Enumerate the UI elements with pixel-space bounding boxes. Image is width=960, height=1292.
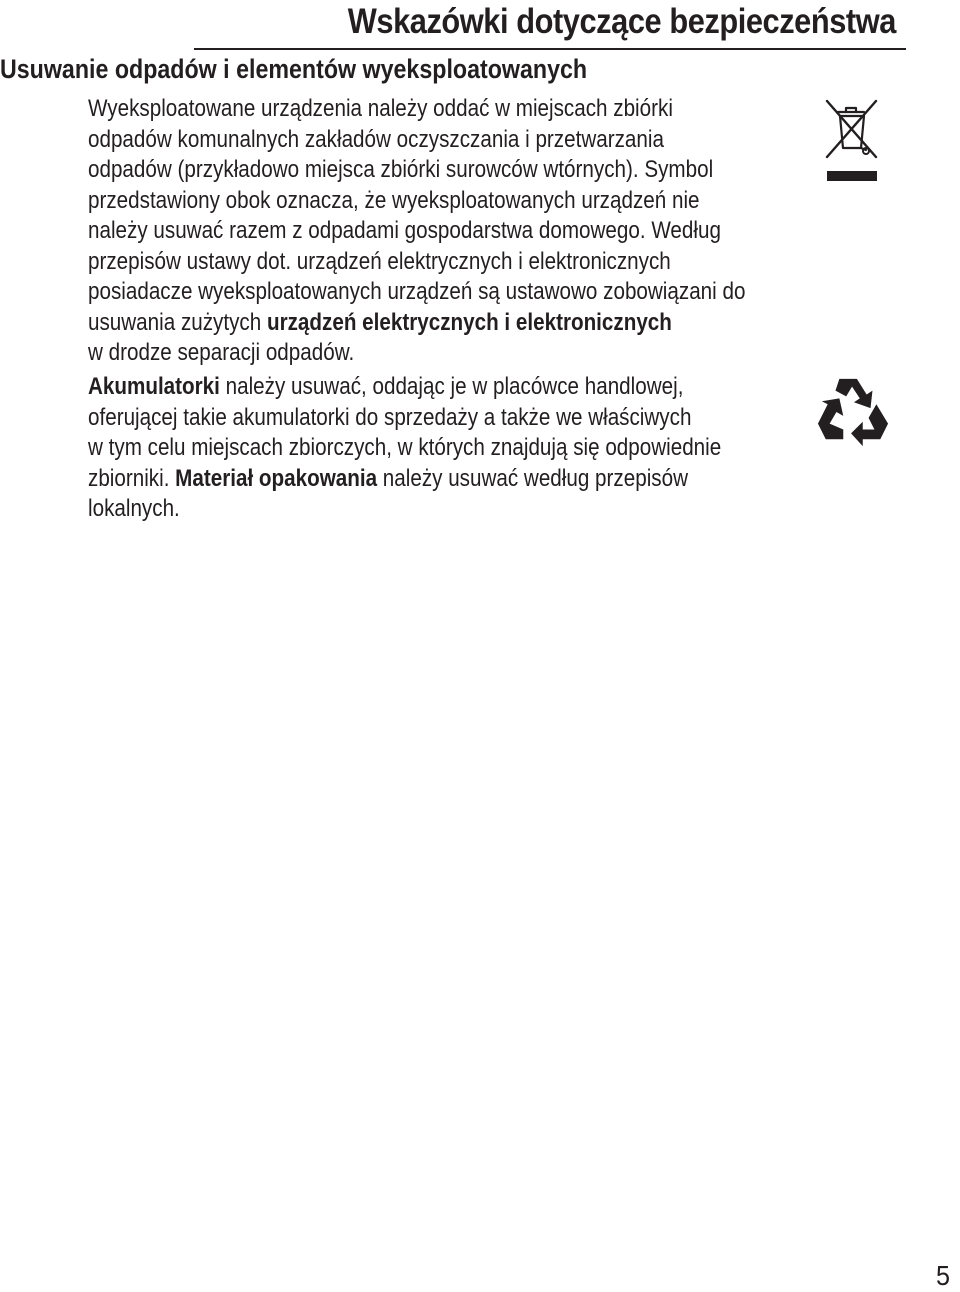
bold-text-run: urządzeń elektrycznych i elektronicznych [266,308,672,336]
text-run: należy usuwać, oddając je w placówce handlowej, [219,373,684,400]
text-run: należy usuwać według przepisów [377,464,688,492]
crossed-out-wheelie-bin-icon [820,95,882,185]
bold-text-run: Akumulatorki [88,373,220,400]
page-title: Wskazówki dotyczące bezpieczeństwa [347,2,896,41]
text-line: lokalnych. [88,495,180,522]
text-line: w drodze separacji odpadów. [88,339,355,366]
text-line: przedstawiony obok oznacza, że wyeksploatowanych urządzeń nie [88,186,700,214]
page-number: 5 [936,1260,951,1291]
page-header [194,0,906,50]
text-line [88,308,810,339]
batteries-paragraph [88,372,810,525]
disposal-paragraph [88,94,810,369]
text-line: oferującej takie akumulatorki do sprzedaży a także we właściwych [88,403,692,431]
text-line: odpadów (przykładowo miejsca zbiórki surowców wtórnych). Symbol [88,156,714,183]
text-line: odpadów komunalnych zakładów oczyszczania i przetwarzania [88,125,664,153]
text-run: zbiorniki. [88,464,176,492]
text-run: usuwania zużytych [88,308,267,336]
text-line: w tym celu miejscach zbiorczych, w których znajdują się odpowiednie [88,434,722,461]
text-line: przepisów ustawy dot. urządzeń elektrycznych i elektronicznych [88,247,671,275]
text-line: należy usuwać razem z odpadami gospodarstwa domowego. Według [88,217,721,244]
bold-text-run: Materiał opakowania [175,464,378,492]
text-line: Wyeksploatowane urządzenia należy oddać w miejscach zbiórki [88,95,673,122]
text-line: posiadacze wyeksploatowanych urządzeń są ustawowo zobowiązani do [88,278,746,305]
recycling-arrows-icon [814,375,892,449]
text-line [88,464,810,495]
section-title: Usuwanie odpadów i elementów wyeksploatowanych [0,54,588,84]
text-line [88,372,810,403]
